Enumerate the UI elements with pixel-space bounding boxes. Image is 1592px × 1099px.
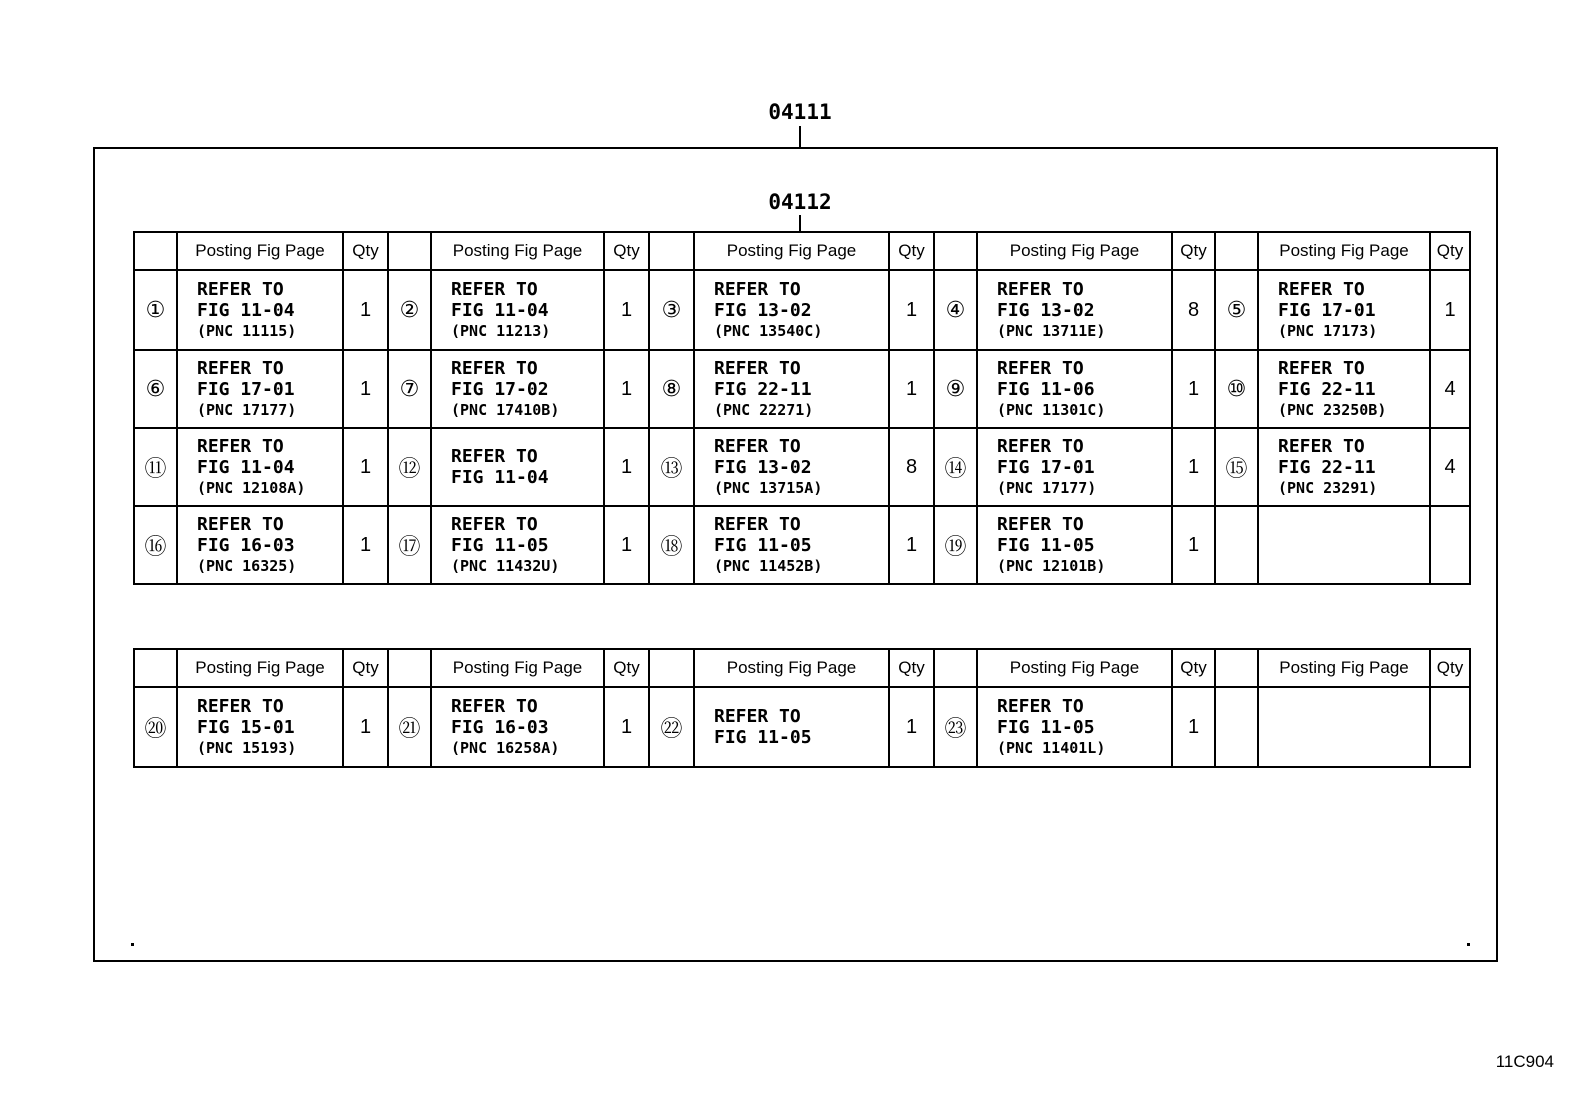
quantity-cell: 1 <box>1172 506 1215 584</box>
quantity-cell: 1 <box>343 350 388 428</box>
callout-number: ⑩ <box>1215 350 1258 428</box>
outer-leader-line <box>799 126 801 148</box>
fig-page-text: FIG 17-02 <box>451 379 549 400</box>
fig-page-text: FIG 17-01 <box>1278 300 1376 321</box>
callout-number: ① <box>134 270 177 350</box>
posting-fig-page-header: Posting Fig Page <box>977 232 1172 270</box>
refer-to-text: REFER TO <box>197 514 284 535</box>
pnc-text: (PNC 11432U) <box>451 557 560 575</box>
refer-to-text: REFER TO <box>197 436 284 457</box>
quantity-cell: 4 <box>1430 428 1470 506</box>
posting-fig-page-header: Posting Fig Page <box>177 232 343 270</box>
parts-table-1 <box>133 231 1471 585</box>
table-row <box>134 687 1470 767</box>
refer-to-text: REFER TO <box>714 706 801 727</box>
refer-to-text: REFER TO <box>197 696 284 717</box>
quantity-cell <box>1430 506 1470 584</box>
callout-number: ④ <box>934 270 977 350</box>
reference-cell <box>1258 506 1430 584</box>
qty-header: Qty <box>889 232 934 270</box>
refer-to-text: REFER TO <box>451 446 538 467</box>
qty-header: Qty <box>343 232 388 270</box>
index-header-cell <box>649 232 694 270</box>
fig-page-text: FIG 11-05 <box>714 535 812 556</box>
callout-number: ⑦ <box>388 350 431 428</box>
index-header-cell <box>1215 232 1258 270</box>
index-header-cell <box>649 649 694 687</box>
pnc-text: (PNC 11115) <box>197 322 297 340</box>
index-header-cell <box>134 232 177 270</box>
reference-cell <box>694 506 889 584</box>
callout-number: ⑭ <box>934 428 977 506</box>
pnc-text: (PNC 16325) <box>197 557 297 575</box>
outer-assembly-label: 04111 <box>768 100 832 124</box>
pnc-text: (PNC 17177) <box>197 401 297 419</box>
index-header-cell <box>934 232 977 270</box>
reference-cell <box>431 506 604 584</box>
index-header-cell <box>388 232 431 270</box>
posting-fig-page-header: Posting Fig Page <box>431 232 604 270</box>
pnc-text: (PNC 11452B) <box>714 557 823 575</box>
refer-to-text: REFER TO <box>197 358 284 379</box>
callout-number: ⑮ <box>1215 428 1258 506</box>
parts-table-1-header <box>134 232 1470 270</box>
refer-to-text: REFER TO <box>997 696 1084 717</box>
callout-number: ⑯ <box>134 506 177 584</box>
callout-number: ⑧ <box>649 350 694 428</box>
index-header-cell <box>388 649 431 687</box>
pnc-text: (PNC 12101B) <box>997 557 1106 575</box>
refer-to-text: REFER TO <box>451 696 538 717</box>
pnc-text: (PNC 17173) <box>1278 322 1378 340</box>
parts-table-2-body <box>134 687 1470 767</box>
refer-to-text: REFER TO <box>1278 279 1365 300</box>
refer-to-text: REFER TO <box>997 514 1084 535</box>
reference-cell <box>977 350 1172 428</box>
table-row <box>134 270 1470 350</box>
qty-header: Qty <box>604 649 649 687</box>
callout-number: ⑳ <box>134 687 177 767</box>
refer-to-text: REFER TO <box>451 358 538 379</box>
reference-cell <box>977 428 1172 506</box>
callout-number: ⑱ <box>649 506 694 584</box>
reference-cell <box>977 270 1172 350</box>
qty-header: Qty <box>343 649 388 687</box>
refer-to-text: REFER TO <box>197 279 284 300</box>
fig-page-text: FIG 11-04 <box>451 300 549 321</box>
fig-page-text: FIG 22-11 <box>714 379 812 400</box>
callout-number: ㉒ <box>649 687 694 767</box>
fig-page-text: FIG 13-02 <box>714 300 812 321</box>
reference-cell <box>431 270 604 350</box>
index-header-cell <box>1215 649 1258 687</box>
refer-to-text: REFER TO <box>997 436 1084 457</box>
refer-to-text: REFER TO <box>1278 358 1365 379</box>
fig-page-text: FIG 13-02 <box>997 300 1095 321</box>
refer-to-text: REFER TO <box>714 436 801 457</box>
quantity-cell: 1 <box>1172 687 1215 767</box>
posting-fig-page-header: Posting Fig Page <box>694 232 889 270</box>
quantity-cell: 1 <box>889 350 934 428</box>
table-row <box>134 428 1470 506</box>
quantity-cell: 1 <box>343 506 388 584</box>
posting-fig-page-header: Posting Fig Page <box>1258 649 1430 687</box>
pnc-text: (PNC 22271) <box>714 401 814 419</box>
fig-page-text: FIG 11-04 <box>197 300 295 321</box>
reference-cell <box>694 270 889 350</box>
qty-header: Qty <box>1430 649 1470 687</box>
reference-cell <box>1258 428 1430 506</box>
quantity-cell: 1 <box>1172 428 1215 506</box>
fig-page-text: FIG 13-02 <box>714 457 812 478</box>
quantity-cell: 1 <box>889 506 934 584</box>
quantity-cell: 1 <box>343 270 388 350</box>
fig-page-text: FIG 17-01 <box>997 457 1095 478</box>
fig-page-text: FIG 15-01 <box>197 717 295 738</box>
posting-fig-page-header: Posting Fig Page <box>177 649 343 687</box>
quantity-cell: 8 <box>889 428 934 506</box>
refer-to-text: REFER TO <box>451 514 538 535</box>
refer-to-text: REFER TO <box>451 279 538 300</box>
fig-page-text: FIG 16-03 <box>451 717 549 738</box>
pnc-text: (PNC 12108A) <box>197 479 306 497</box>
quantity-cell: 1 <box>604 428 649 506</box>
reference-cell <box>431 350 604 428</box>
reference-cell <box>177 687 343 767</box>
reference-cell <box>694 350 889 428</box>
pnc-text: (PNC 11401L) <box>997 739 1106 757</box>
pnc-text: (PNC 17177) <box>997 479 1097 497</box>
fig-page-text: FIG 22-11 <box>1278 379 1376 400</box>
quantity-cell: 1 <box>1172 350 1215 428</box>
quantity-cell: 1 <box>343 687 388 767</box>
callout-number <box>1215 687 1258 767</box>
pnc-text: (PNC 15193) <box>197 739 297 757</box>
reference-cell <box>977 687 1172 767</box>
pnc-text: (PNC 13540C) <box>714 322 823 340</box>
fig-page-text: FIG 11-05 <box>714 727 812 748</box>
fig-page-text: FIG 11-04 <box>451 467 549 488</box>
qty-header: Qty <box>604 232 649 270</box>
callout-number: ⑲ <box>934 506 977 584</box>
pnc-text: (PNC 23250B) <box>1278 401 1387 419</box>
parts-table-2 <box>133 648 1471 768</box>
corner-mark-left <box>131 943 134 946</box>
quantity-cell: 1 <box>604 270 649 350</box>
reference-cell <box>177 350 343 428</box>
refer-to-text: REFER TO <box>1278 436 1365 457</box>
reference-cell <box>694 428 889 506</box>
fig-page-text: FIG 17-01 <box>197 379 295 400</box>
reference-cell <box>1258 270 1430 350</box>
reference-cell <box>1258 687 1430 767</box>
refer-to-text: REFER TO <box>997 279 1084 300</box>
qty-header: Qty <box>1172 232 1215 270</box>
table-row <box>134 506 1470 584</box>
reference-cell <box>177 428 343 506</box>
fig-page-text: FIG 11-04 <box>197 457 295 478</box>
table-row <box>134 350 1470 428</box>
posting-fig-page-header: Posting Fig Page <box>977 649 1172 687</box>
fig-page-text: FIG 11-05 <box>451 535 549 556</box>
pnc-text: (PNC 13715A) <box>714 479 823 497</box>
parts-table-1-body <box>134 270 1470 584</box>
pnc-text: (PNC 17410B) <box>451 401 560 419</box>
quantity-cell: 1 <box>343 428 388 506</box>
pnc-text: (PNC 11213) <box>451 322 551 340</box>
inner-assembly-label: 04112 <box>768 190 832 214</box>
callout-number: ⑬ <box>649 428 694 506</box>
corner-mark-right <box>1467 943 1470 946</box>
quantity-cell: 4 <box>1430 350 1470 428</box>
fig-page-text: FIG 11-05 <box>997 717 1095 738</box>
callout-number: ⑤ <box>1215 270 1258 350</box>
reference-cell <box>177 270 343 350</box>
fig-page-text: FIG 11-06 <box>997 379 1095 400</box>
posting-fig-page-header: Posting Fig Page <box>431 649 604 687</box>
posting-fig-page-header: Posting Fig Page <box>1258 232 1430 270</box>
reference-cell <box>431 687 604 767</box>
callout-number <box>1215 506 1258 584</box>
quantity-cell: 1 <box>604 506 649 584</box>
reference-cell <box>694 687 889 767</box>
figure-code: 11C904 <box>1495 1052 1554 1071</box>
callout-number: ② <box>388 270 431 350</box>
qty-header: Qty <box>1172 649 1215 687</box>
quantity-cell: 1 <box>1430 270 1470 350</box>
refer-to-text: REFER TO <box>997 358 1084 379</box>
index-header-cell <box>934 649 977 687</box>
pnc-text: (PNC 16258A) <box>451 739 560 757</box>
quantity-cell: 1 <box>889 270 934 350</box>
callout-number: ⑰ <box>388 506 431 584</box>
quantity-cell: 8 <box>1172 270 1215 350</box>
callout-number: ③ <box>649 270 694 350</box>
callout-number: ⑫ <box>388 428 431 506</box>
pnc-text: (PNC 13711E) <box>997 322 1106 340</box>
callout-number: ⑥ <box>134 350 177 428</box>
fig-page-text: FIG 22-11 <box>1278 457 1376 478</box>
fig-page-text: FIG 16-03 <box>197 535 295 556</box>
reference-cell <box>431 428 604 506</box>
refer-to-text: REFER TO <box>714 514 801 535</box>
quantity-cell: 1 <box>604 687 649 767</box>
quantity-cell <box>1430 687 1470 767</box>
pnc-text: (PNC 11301C) <box>997 401 1106 419</box>
header-row <box>134 649 1470 687</box>
parts-table-2-header <box>134 649 1470 687</box>
qty-header: Qty <box>1430 232 1470 270</box>
index-header-cell <box>134 649 177 687</box>
qty-header: Qty <box>889 649 934 687</box>
inner-leader-line <box>799 215 801 232</box>
callout-number: ㉓ <box>934 687 977 767</box>
callout-number: ㉑ <box>388 687 431 767</box>
reference-cell <box>977 506 1172 584</box>
fig-page-text: FIG 11-05 <box>997 535 1095 556</box>
pnc-text: (PNC 23291) <box>1278 479 1378 497</box>
reference-cell <box>1258 350 1430 428</box>
reference-cell <box>177 506 343 584</box>
quantity-cell: 1 <box>604 350 649 428</box>
posting-fig-page-header: Posting Fig Page <box>694 649 889 687</box>
callout-number: ⑪ <box>134 428 177 506</box>
refer-to-text: REFER TO <box>714 279 801 300</box>
header-row <box>134 232 1470 270</box>
quantity-cell: 1 <box>889 687 934 767</box>
callout-number: ⑨ <box>934 350 977 428</box>
refer-to-text: REFER TO <box>714 358 801 379</box>
